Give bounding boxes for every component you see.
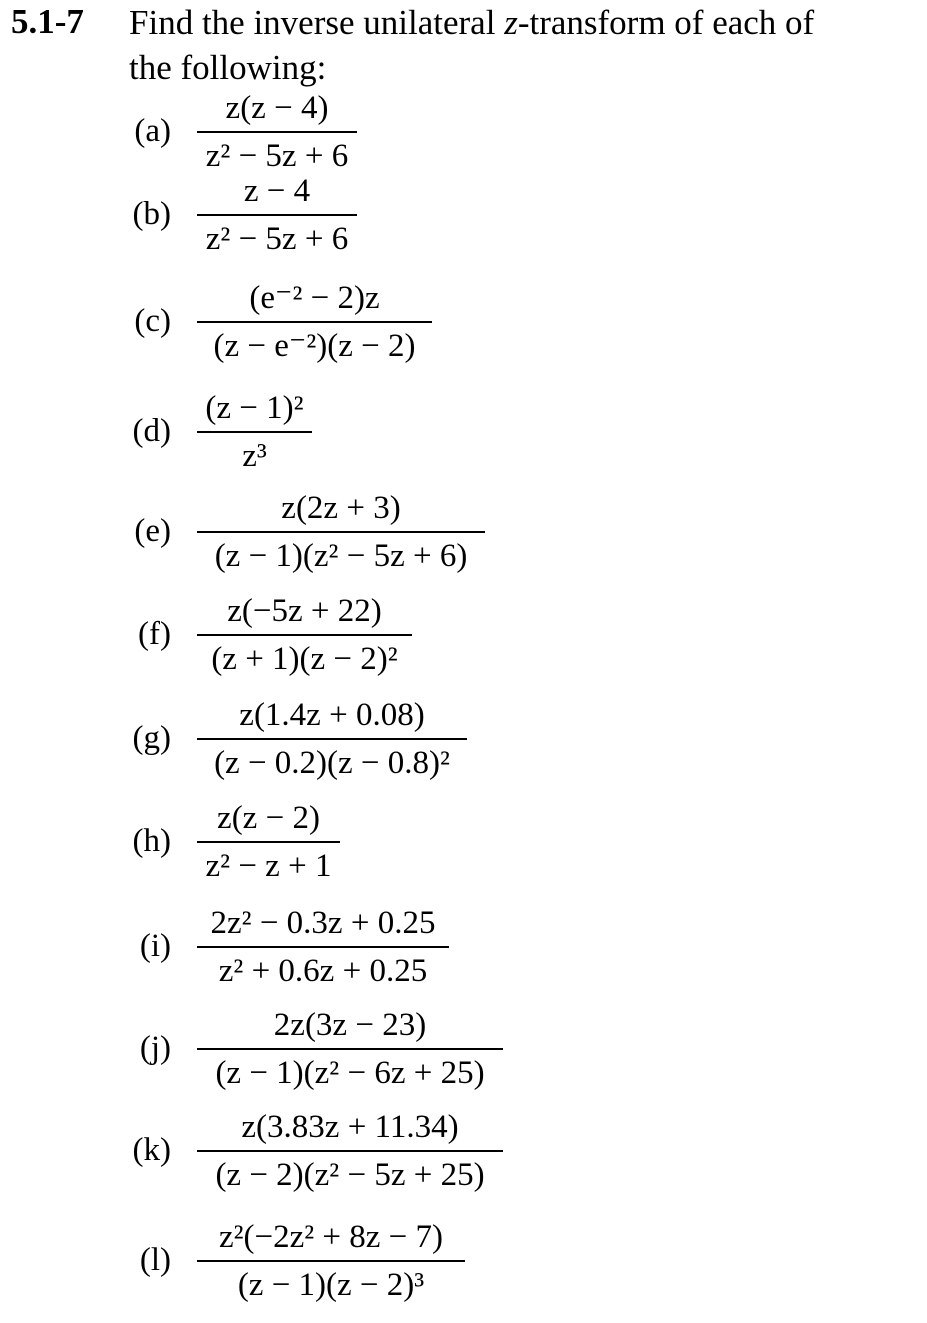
numerator: 2z² − 0.3z + 0.25 [210, 905, 436, 941]
part-h [0, 788, 927, 894]
denominator: z² + 0.6z + 0.25 [218, 953, 428, 989]
part-label: (a) [134, 113, 171, 149]
numerator: z(z − 4) [225, 90, 329, 126]
part-d [0, 378, 927, 484]
fraction [197, 268, 432, 374]
denominator: z² − 5z + 6 [205, 221, 349, 257]
part-label: (c) [134, 303, 171, 339]
part-g [0, 685, 927, 791]
part-l [0, 1207, 927, 1313]
part-label: (b) [132, 196, 171, 232]
fraction [197, 788, 340, 894]
fraction [197, 161, 357, 267]
statement-text-after: -transform of each of [517, 3, 815, 42]
fraction-bar [197, 431, 312, 433]
part-label: (d) [132, 413, 171, 449]
part-label: (i) [139, 928, 171, 964]
denominator: (z − 0.2)(z − 0.8)² [214, 745, 450, 781]
part-e [0, 478, 927, 584]
fraction-bar [197, 214, 357, 216]
fraction-bar [197, 1150, 503, 1152]
part-label: (f) [138, 616, 171, 652]
denominator: (z + 1)(z − 2)² [211, 641, 398, 677]
fraction [197, 1207, 465, 1313]
statement-text-before: Find the inverse unilateral [129, 3, 505, 42]
fraction-bar [197, 321, 432, 323]
numerator: z(−5z + 22) [227, 593, 382, 629]
numerator: z − 4 [243, 173, 311, 209]
numerator: 2z(3z − 23) [273, 1007, 427, 1043]
numerator: (e⁻² − 2)z [249, 280, 380, 316]
numerator: z(2z + 3) [281, 490, 401, 526]
denominator: z³ [242, 438, 267, 474]
fraction [197, 995, 503, 1101]
part-label: (e) [134, 513, 171, 549]
denominator: (z − 1)(z − 2)³ [237, 1267, 425, 1303]
statement-line-2: the following: [129, 48, 327, 87]
numerator: z²(−2z² + 8z − 7) [218, 1219, 444, 1255]
denominator: z² − z + 1 [205, 848, 332, 884]
numerator: z(3.83z + 11.34) [241, 1109, 459, 1145]
part-label: (h) [132, 823, 171, 859]
statement-line-1 [129, 0, 814, 45]
fraction-bar [197, 946, 449, 948]
part-i [0, 893, 927, 999]
part-f [0, 581, 927, 687]
fraction [197, 378, 312, 484]
fraction [197, 685, 467, 791]
part-label: (l) [139, 1242, 171, 1278]
numerator: z(z − 2) [217, 800, 320, 836]
part-label: (k) [132, 1132, 171, 1168]
denominator: z² − 5z + 6 [205, 138, 349, 174]
part-j [0, 995, 927, 1101]
numerator: (z − 1)² [205, 390, 304, 426]
part-k [0, 1097, 927, 1203]
fraction-bar [197, 634, 412, 636]
fraction-bar [197, 131, 357, 133]
fraction [197, 1097, 503, 1203]
part-label: (j) [139, 1030, 171, 1066]
fraction [197, 581, 412, 687]
fraction-bar [197, 738, 467, 740]
problem-statement [129, 0, 814, 90]
fraction-bar [197, 531, 485, 533]
fraction [197, 478, 485, 584]
part-b [0, 161, 927, 267]
part-label: (g) [132, 720, 171, 756]
fraction-bar [197, 1260, 465, 1262]
denominator: (z − e⁻²)(z − 2) [213, 328, 416, 364]
fraction [197, 893, 449, 999]
fraction-bar [197, 1048, 503, 1050]
statement-variable: z [504, 3, 518, 42]
part-c [0, 268, 927, 374]
numerator: z(1.4z + 0.08) [239, 697, 425, 733]
denominator: (z − 1)(z² − 6z + 25) [215, 1055, 485, 1091]
denominator: (z − 2)(z² − 5z + 25) [215, 1157, 485, 1193]
problem-number: 5.1-7 [11, 2, 84, 41]
fraction-bar [197, 841, 340, 843]
denominator: (z − 1)(z² − 5z + 6) [214, 538, 468, 574]
